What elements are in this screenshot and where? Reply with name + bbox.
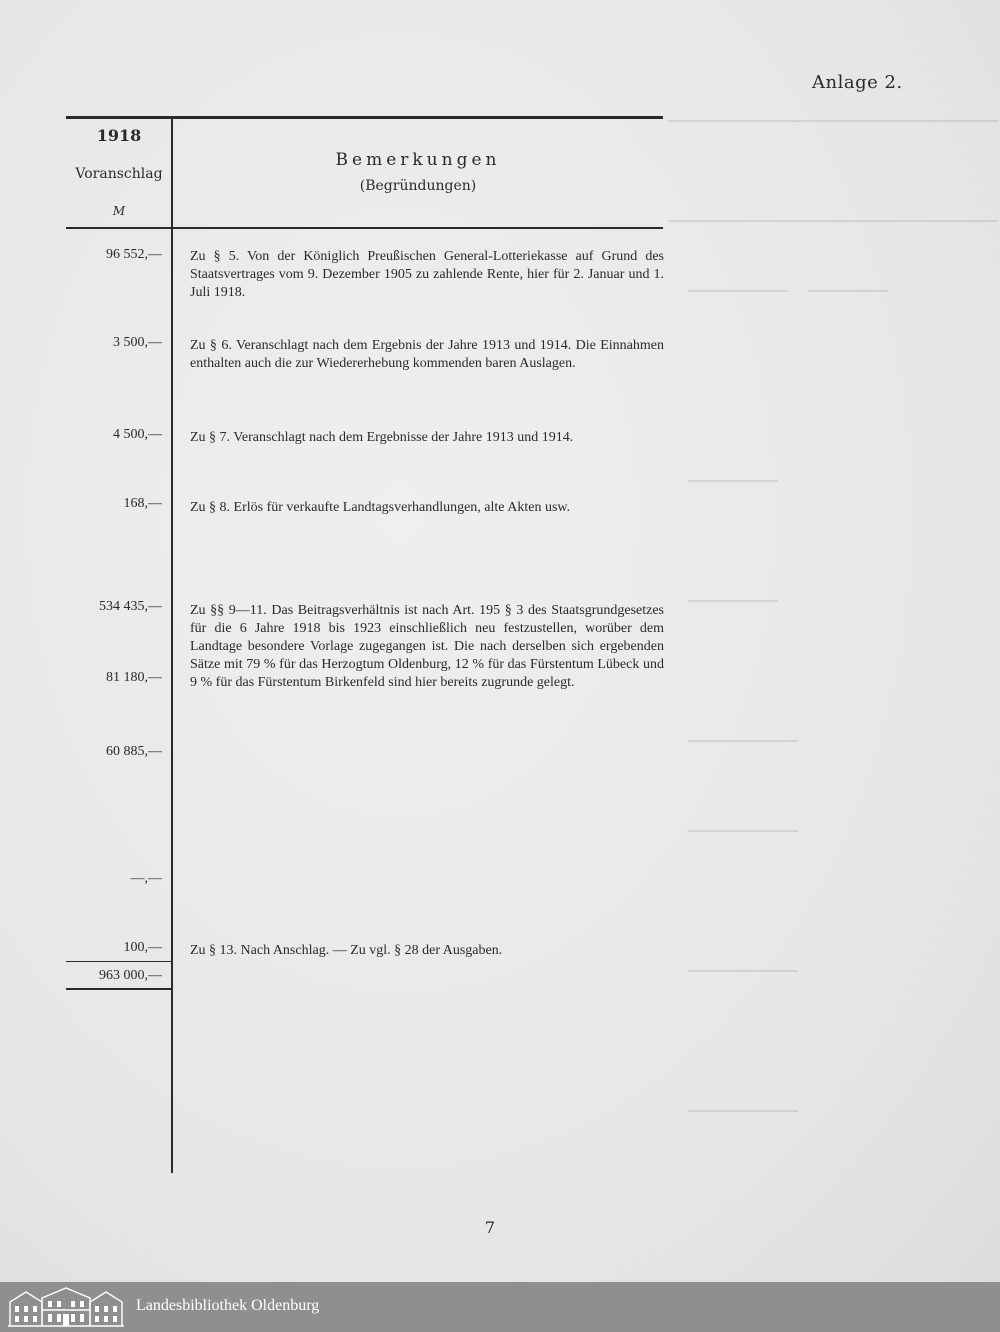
currency-label: M (112, 204, 126, 218)
amount-row-3: 4 500,— (113, 427, 162, 442)
remarks-subheading: (Begründungen) (359, 178, 477, 194)
remark-row-3: Zu § 7. Veranschlagt nach dem Ergebnisse der Jahre 1913 und 1914. (190, 430, 574, 445)
bleed-through-shadow (668, 120, 998, 1220)
remark-row-5: Zu §§ 9—11. Das Beitragsverhältnis ist nach Art. 195 § 3 des Staatsgrundgesetzes für die 6 Jahre 1918 bis 1923 einschließlich neu festzustellen, worüber dem Landtage besondere Vorlage zugegangen ist. Die nach derselben sich ergebenden Sätze mit 79 % für das Herzogtum Oldenburg, 12 % für das Fürstentum Lübeck und 9 % für das Fürstentum Birkenfeld sind hier bereits zugrunde gelegt. (190, 603, 664, 690)
page-number: 7 (484, 1218, 496, 1237)
header-bottom-rule (66, 227, 663, 229)
amount-row-2: 3 500,— (113, 335, 162, 350)
amount-row-1: 96 552,— (106, 247, 162, 262)
column-divider (171, 118, 173, 1173)
total-amount: 963 000,— (99, 968, 162, 983)
amount-row-6: 81 180,— (106, 670, 162, 685)
amount-row-8: —,— (130, 871, 162, 886)
sum-rule (66, 961, 172, 962)
voranschlag-heading: Voranschlag (75, 166, 163, 182)
amount-row-9: 100,— (123, 940, 162, 955)
table-top-rule (66, 116, 663, 119)
remark-row-9: Zu § 13. Nach Anschlag. — Zu vgl. § 28 der Ausgaben. (190, 943, 503, 958)
appendix-label: Anlage 2. (812, 72, 903, 93)
remark-row-1: Zu § 5. Von der Königlich Preußischen General-Lotteriekasse auf Grund des Staatsvertrages vom 9. Dezember 1905 zu zahlende Rente, hier für 2. Januar und 1. Juli 1918. (190, 249, 664, 300)
library-name: Landesbibliothek Oldenburg (136, 1297, 320, 1314)
year-heading: 1918 (96, 126, 142, 145)
remark-row-4: Zu § 8. Erlös für verkaufte Landtagsverhandlungen, alte Akten usw. (190, 500, 571, 515)
library-footer-bar (0, 1282, 1000, 1332)
total-rule (66, 988, 172, 990)
amount-row-4: 168,— (123, 496, 162, 511)
amount-row-7: 60 885,— (106, 744, 162, 759)
amount-row-5: 534 435,— (99, 599, 162, 614)
remark-row-2: Zu § 6. Veranschlagt nach dem Ergebnis der Jahre 1913 und 1914. Die Einnahmen enthalten auch die zur Wiedererhebung kommenden baren Auslagen. (190, 338, 664, 371)
remarks-heading: Bemerkungen (335, 150, 501, 170)
library-building-icon (6, 1286, 126, 1328)
